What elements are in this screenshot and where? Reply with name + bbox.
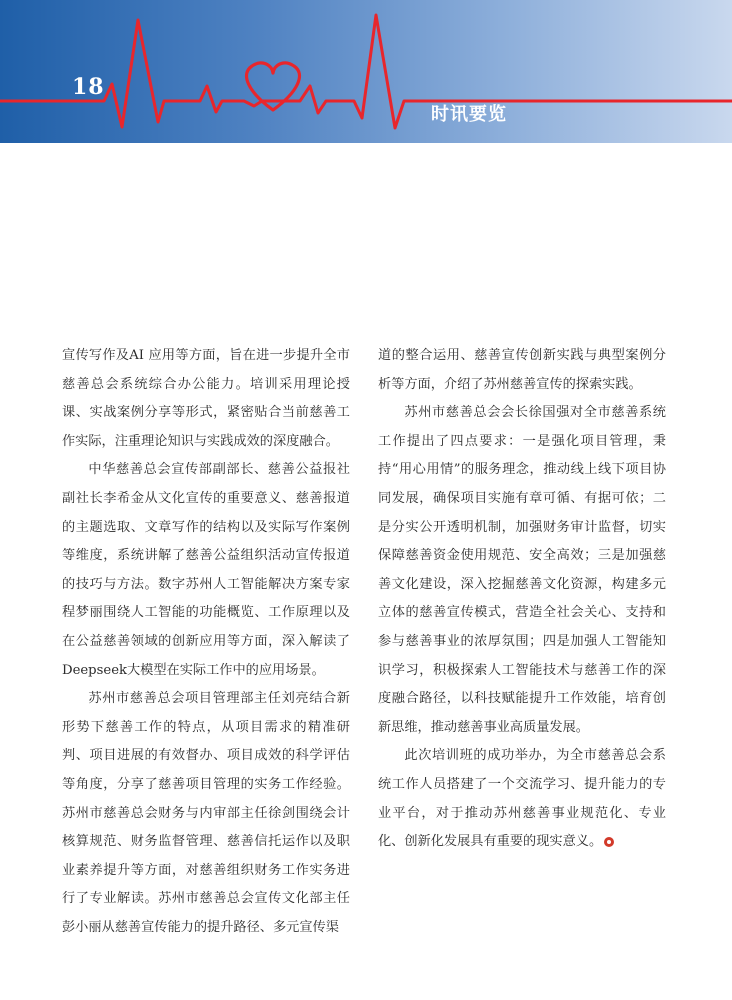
last-paragraph [378, 742, 666, 856]
paragraph: 苏州市慈善总会项目管理部主任刘亮结合新形势下慈善工作的特点，从项目需求的精准研判、项目进展的有效督办、项目成效的科学评估等角度，分享了慈善项目管理的实务工作经验。苏州市慈善总会财务与内审部主任徐剑围绕会计核算规范、财务监督管理、慈善信托运作以及职业素养提升等方面，对慈善组织财务工作实务进行了专业解读。苏州市慈善总会宣传文化部主任彭小丽从慈善宣传能力的提升路径、多元宣传渠 [62, 691, 350, 935]
section-title: 时讯要览 [431, 104, 507, 125]
paragraph: 宣传写作及AI 应用等方面，旨在进一步提升全市慈善总会系统综合办公能力。培训采用理论授课、实战案例分享等形式，紧密贴合当前慈善工作实际，注重理论知识与实践成效的深度融合。 [62, 348, 350, 449]
page-number: 18 [72, 74, 105, 100]
article-column-right [378, 342, 666, 857]
paragraph-text: 此次培训班的成功举办，为全市慈善总会系统工作人员搭建了一个交流学习、提升能力的专业平台，对于推动苏州慈善事业规范化、专业化、创新化发展具有重要的现实意义。 [378, 748, 666, 850]
paragraph: 中华慈善总会宣传部副部长、慈善公益报社副社长李希金从文化宣传的重要意义、慈善报道的主题选取、文章写作的结构以及实际写作案例等维度，系统讲解了慈善公益组织活动宣传报道的技巧与方法。数字苏州人工智能解决方案专家程梦丽围绕人工智能的功能概览、工作原理以及在公益慈善领域的创新应用等方面，深入解读了Deepseek大模型在实际工作中的应用场景。 [62, 462, 350, 678]
paragraph: 道的整合运用、慈善宣传创新实践与典型案例分析等方面，介绍了苏州慈善宣传的探索实践。 [378, 348, 666, 392]
paragraph: 苏州市慈善总会会长徐国强对全市慈善系统工作提出了四点要求：一是强化项目管理，秉持“用心用情”的服务理念，推动线上线下项目协同发展，确保项目实施有章可循、有据可依；二是分实公开透明机制，加强财务审计监督，切实保障慈善资金使用规范、安全高效；三是加强慈善文化建设，深入挖掘慈善文化资源，构建多元立体的慈善宣传模式，营造全社会关心、支持和参与慈善事业的浓厚氛围；四是加强人工智能知识学习，积极探索人工智能技术与慈善工作的深度融合路径，以科技赋能提升工作效能，培育创新思维，推动慈善事业高质量发展。 [378, 405, 666, 735]
article-column-left [62, 342, 350, 942]
end-mark-icon [604, 837, 614, 847]
page-header [0, 0, 732, 143]
heartbeat-line-icon [0, 0, 732, 143]
